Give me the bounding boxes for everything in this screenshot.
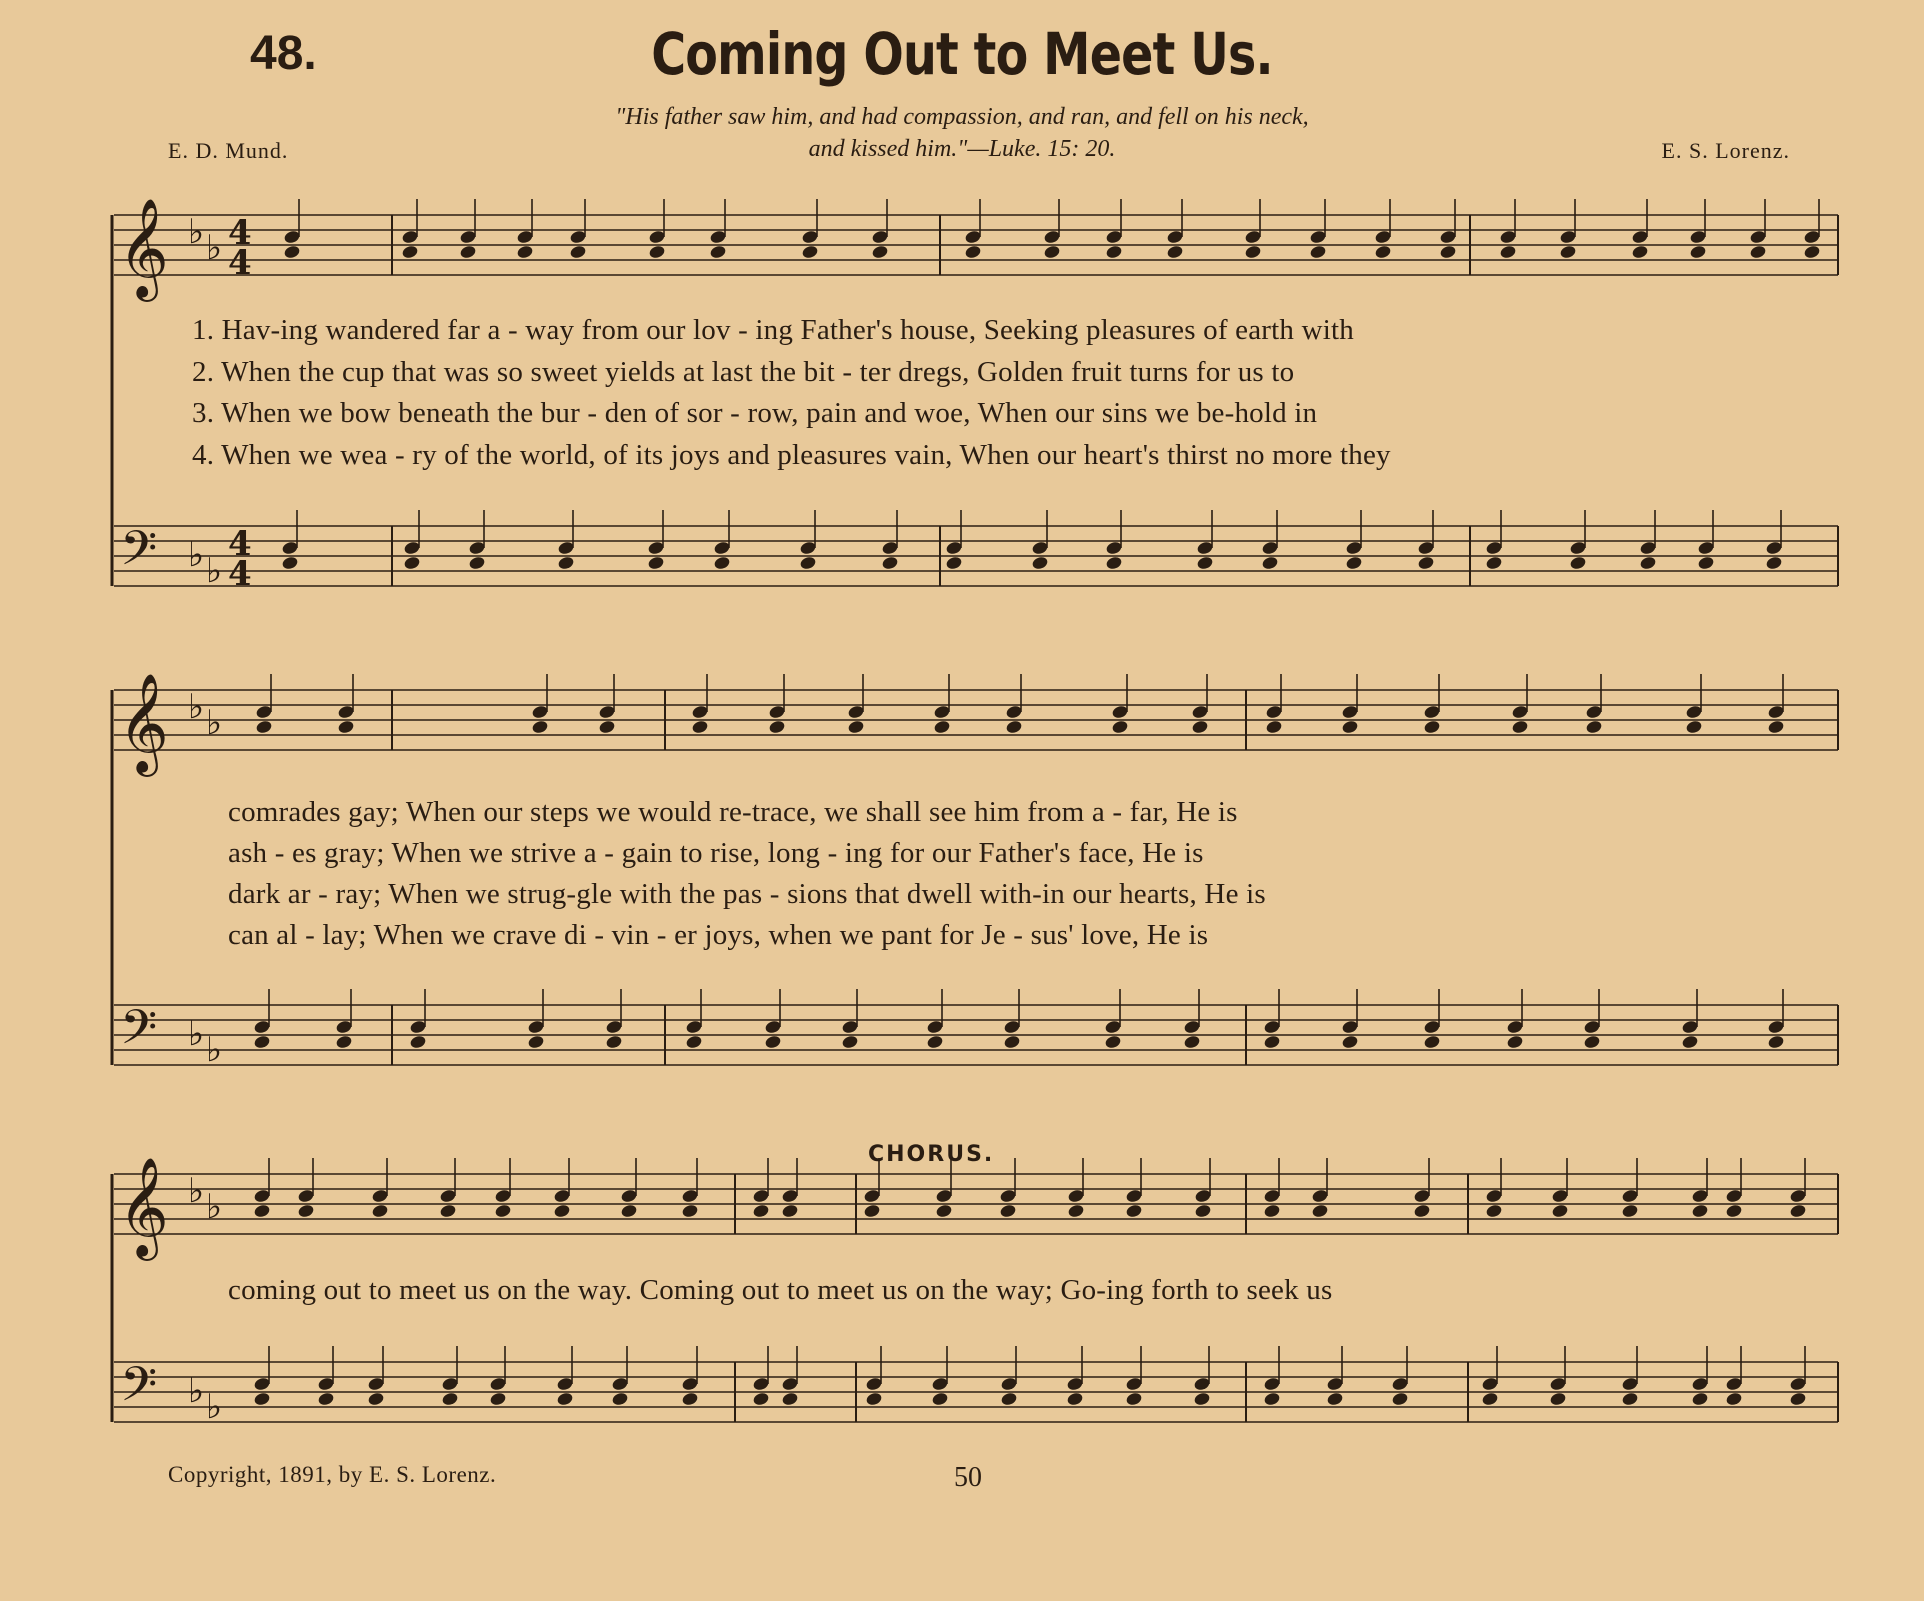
bass-notehead [681,1391,699,1406]
bass-notehead [335,1034,353,1049]
verse-2-line-1: 2. When the cup that was so sweet yields at last the bit - ter dregs, Golden fruit turns for us to [192,356,1295,388]
bass-notehead [1183,1034,1201,1049]
bass-notehead [468,555,486,570]
treble-notehead [1767,719,1785,734]
treble-notehead [253,1203,271,1218]
bass-notehead [1263,1034,1281,1049]
treble-notehead [439,1203,457,1218]
treble-notehead [494,1203,512,1218]
treble-notehead [1485,1203,1503,1218]
bass-notehead [253,1034,271,1049]
bass-notehead [253,1391,271,1406]
bass-notehead [1391,1391,1409,1406]
bass-notehead [527,1034,545,1049]
bass-notehead [1031,555,1049,570]
treble-notehead [1341,719,1359,734]
bass-notehead [1000,1391,1018,1406]
bass-notehead [799,555,817,570]
bass-notehead [1569,555,1587,570]
bass-notehead [611,1391,629,1406]
bass-notehead [931,1391,949,1406]
treble-notehead [1691,1203,1709,1218]
treble-notehead [620,1203,638,1218]
treble-notehead [1789,1203,1807,1218]
treble-notehead [1005,719,1023,734]
treble-notehead [283,244,301,259]
time-signature: 4 [228,524,252,564]
treble-notehead [401,244,419,259]
bass-notehead [764,1034,782,1049]
treble-notehead [691,719,709,734]
composer-credit: E. S. Lorenz. [1661,138,1790,163]
bass-notehead [1261,555,1279,570]
epigraph-line-1: "His father saw him, and had compassion, and ran, and fell on his neck, [615,104,1309,130]
flat-icon: ♭ [206,551,223,591]
treble-notehead [598,719,616,734]
bass-notehead [1003,1034,1021,1049]
verse-1-line-1: 1. Hav-ing wandered far a - way from our lov - ing Father's house, Seeking pleasures of earth with [192,314,1354,346]
treble-notehead [1439,244,1457,259]
verse-4-line-2: can al - lay; When we crave di - vin - er joys, when we pant for Je - sus' love, He is [228,919,1209,951]
bass-notehead [317,1391,335,1406]
bass-notehead [685,1034,703,1049]
bass-notehead [441,1391,459,1406]
bass-notehead [1105,555,1123,570]
treble-notehead [297,1203,315,1218]
bass-notehead [1691,1391,1709,1406]
treble-notehead [516,244,534,259]
bass-notehead [556,1391,574,1406]
verse-2-line-2: ash - es gray; When we strive a - gain to rise, long - ing for our Father's face, He is [228,837,1204,869]
bass-notehead [926,1034,944,1049]
bass-notehead [281,555,299,570]
bass-notehead [1345,555,1363,570]
bass-notehead [1326,1391,1344,1406]
bass-notehead [1066,1391,1084,1406]
treble-notehead [531,719,549,734]
time-signature: 4 [228,243,252,283]
treble-notehead [1244,244,1262,259]
bass-notehead [1481,1391,1499,1406]
bass-notehead [1193,1391,1211,1406]
flat-icon: ♭ [206,1030,223,1070]
treble-notehead [255,719,273,734]
verse-3-line-2: dark ar - ray; When we strug-gle with the pas - sions that dwell with-in our hearts, He is [228,878,1266,910]
author-credit: E. D. Mund. [168,138,289,163]
treble-notehead [935,1203,953,1218]
treble-notehead [1111,719,1129,734]
bass-notehead [1725,1391,1743,1406]
bass-notehead [865,1391,883,1406]
bass-notehead [403,555,421,570]
treble-notehead [1166,244,1184,259]
bass-notehead [713,555,731,570]
treble-notehead [569,244,587,259]
bass-notehead [1263,1391,1281,1406]
treble-notehead [752,1203,770,1218]
treble-clef-icon: 𝄞 [118,198,169,298]
bass-notehead [605,1034,623,1049]
treble-notehead [847,719,865,734]
bass-notehead [489,1391,507,1406]
bass-notehead [1681,1034,1699,1049]
flat-icon: ♭ [206,1187,223,1227]
bass-notehead [367,1391,385,1406]
bass-notehead [752,1391,770,1406]
treble-notehead [371,1203,389,1218]
bass-notehead [1639,555,1657,570]
treble-notehead [999,1203,1017,1218]
bass-notehead [1125,1391,1143,1406]
copyright-notice: Copyright, 1891, by E. S. Lorenz. [168,1462,497,1487]
bass-notehead [1417,555,1435,570]
treble-notehead [1585,719,1603,734]
treble-notehead [964,244,982,259]
epigraph-line-2: and kissed him."—Luke. 15: 20. [808,136,1116,162]
treble-notehead [1685,719,1703,734]
bass-notehead [1423,1034,1441,1049]
flat-icon: ♭ [188,1014,205,1054]
bass-notehead [1506,1034,1524,1049]
treble-notehead [1803,244,1821,259]
treble-notehead [681,1203,699,1218]
treble-notehead [1191,719,1209,734]
treble-notehead [1311,1203,1329,1218]
flat-icon: ♭ [188,687,205,727]
flat-icon: ♭ [206,703,223,743]
treble-notehead [1551,1203,1569,1218]
bass-notehead [557,555,575,570]
bass-notehead [1697,555,1715,570]
treble-notehead [1194,1203,1212,1218]
chorus-lyric-line: coming out to meet us on the way. Coming out to meet us on the way; Go-ing forth to seek us [228,1274,1333,1306]
treble-notehead [553,1203,571,1218]
hymn-title: Coming Out to Meet Us. [651,20,1273,88]
bass-notehead [1196,555,1214,570]
treble-notehead [1499,244,1517,259]
bass-notehead [1485,555,1503,570]
treble-notehead [1374,244,1392,259]
treble-notehead [768,719,786,734]
treble-notehead [1749,244,1767,259]
bass-notehead [841,1034,859,1049]
treble-notehead [1105,244,1123,259]
treble-notehead [871,244,889,259]
bass-notehead [647,555,665,570]
flat-icon: ♭ [188,212,205,252]
bass-clef-icon: 𝄢 [120,1356,158,1424]
treble-notehead [1309,244,1327,259]
bass-notehead [781,1391,799,1406]
bass-notehead [1765,555,1783,570]
treble-notehead [1631,244,1649,259]
treble-notehead [1265,719,1283,734]
flat-icon: ♭ [206,228,223,268]
flat-icon: ♭ [206,1387,223,1427]
bass-notehead [1621,1391,1639,1406]
treble-notehead [648,244,666,259]
bass-notehead [1104,1034,1122,1049]
treble-notehead [1043,244,1061,259]
flat-icon: ♭ [188,1171,205,1211]
bass-notehead [1341,1034,1359,1049]
time-signature: 4 [228,554,252,594]
treble-notehead [459,244,477,259]
treble-notehead [337,719,355,734]
page-number: 50 [954,1462,982,1493]
treble-notehead [801,244,819,259]
verse-4-line-1: 4. When we wea - ry of the world, of its joys and pleasures vain, When our heart's thirst no more they [192,439,1391,471]
hymn-number: 48. [250,27,317,80]
treble-clef-icon: 𝄞 [118,1157,169,1257]
verse-1-line-2: comrades gay; When our steps we would re-trace, we shall see him from a - far, He is [228,796,1238,828]
bass-notehead [1767,1034,1785,1049]
treble-notehead [1413,1203,1431,1218]
verse-3-line-1: 3. When we bow beneath the bur - den of sor - row, pain and woe, When our sins we be-hold in [192,397,1318,429]
treble-notehead [1125,1203,1143,1218]
treble-notehead [1689,244,1707,259]
flat-icon: ♭ [188,1371,205,1411]
bass-notehead [1789,1391,1807,1406]
bass-notehead [945,555,963,570]
bass-notehead [1583,1034,1601,1049]
treble-notehead [1263,1203,1281,1218]
treble-notehead [1621,1203,1639,1218]
bass-notehead [409,1034,427,1049]
treble-notehead [933,719,951,734]
bass-clef-icon: 𝄢 [120,999,158,1067]
treble-notehead [1559,244,1577,259]
treble-notehead [863,1203,881,1218]
treble-clef-icon: 𝄞 [118,673,169,773]
treble-notehead [1725,1203,1743,1218]
flat-icon: ♭ [188,535,205,575]
bass-notehead [1549,1391,1567,1406]
bass-notehead [881,555,899,570]
time-signature: 4 [228,213,252,253]
treble-notehead [1423,719,1441,734]
treble-notehead [1067,1203,1085,1218]
chorus-label: CHORUS. [868,1142,995,1167]
treble-notehead [781,1203,799,1218]
bass-clef-icon: 𝄢 [120,520,158,588]
treble-notehead [709,244,727,259]
treble-notehead [1511,719,1529,734]
